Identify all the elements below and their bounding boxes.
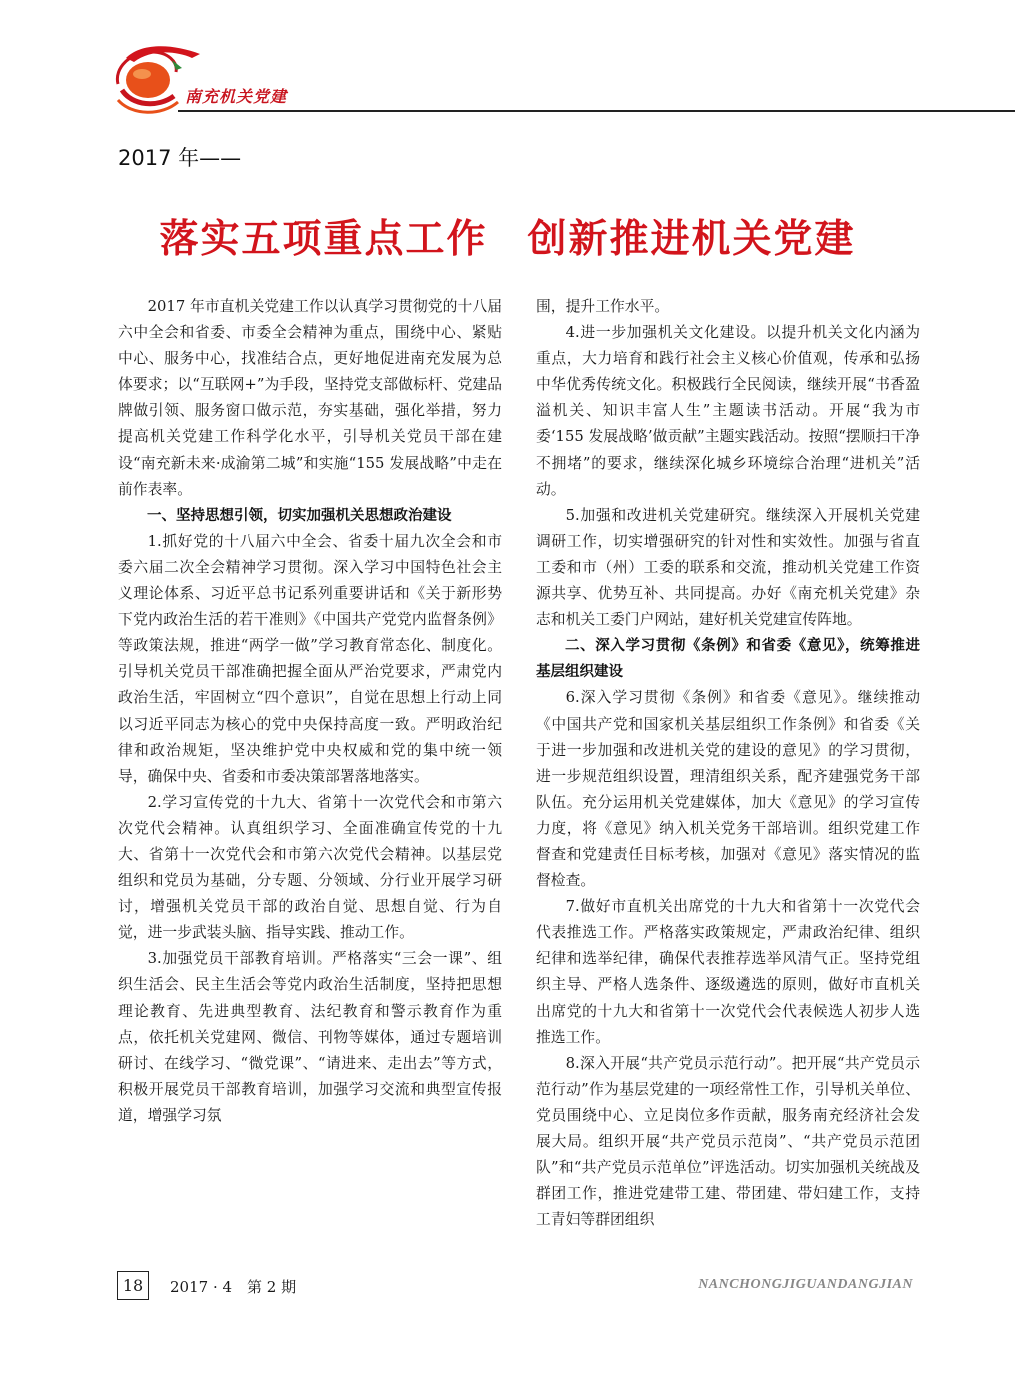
paragraph: 5.加强和改进机关党建研究。继续深入开展机关党建调研工作，切实增强研究的针对性和实效性。加强与省直工委和市（州）工委的联系和交流，推动机关党建工作资源共享、优势互补、共同提高。办好《南充机关党建》杂志和机关工委门户网站，建好机关党建宣传阵地。 [536, 506, 920, 629]
paragraph: 2.学习宣传党的十九大、省第十一次党代会和市第六次党代会精神。认真组织学习、全面准确宣传党的十九大、省第十一次党代会和市第六次党代会精神。以基层党组织和党员为基础，分专题、分领域、分行业开展学习研讨，增强机关党员干部的政治自觉、思想自觉、行为自觉，进一步武装头脑、指导实践、推动工作。 [118, 793, 502, 942]
magazine-logo [112, 40, 202, 120]
article-title [0, 208, 1015, 264]
left-column [118, 294, 502, 1124]
logo-globe-icon [112, 40, 202, 120]
paragraph: 2017 年市直机关党建工作以认真学习贯彻党的十八届六中全会和省委、市委全会精神为重点，围绕中心、紧贴中心、服务中心，找准结合点，更好地促进南充发展为总体要求；以“互联网+”为手段，坚持党支部做标杆、党建品牌做引领、服务窗口做示范，夯实基础，强化举措，努力提高机关党建工作科学化水平，引导机关党员干部在建设“南充新未来·成渝第二城”和实施“155 发展战略”中走在前作表率。 [118, 298, 502, 498]
issue-info: 2017 · 4 第 2 期 [170, 1278, 297, 1296]
header-divider [178, 110, 1015, 112]
section-heading: 一、坚持思想引领，切实加强机关思想政治建设 [147, 507, 452, 524]
magazine-name: 南充机关党建 [185, 87, 288, 106]
article-title-part2: 创新推进机关党建 [527, 216, 856, 262]
page-footer [0, 1268, 1015, 1308]
article-body [118, 294, 920, 1229]
page-number: 18 [117, 1271, 149, 1300]
paragraph: 8.深入开展“共产党员示范行动”。把开展“共产党员示范行动”作为基层党建的一项经常性工作，引导机关单位、党员围绕中心、立足岗位多作贡献，服务南充经济社会发展大局。组织开展“共产党员示范岗”、“共产党员示范团队”和“共产党员示范单位”评选活动。切实加强机关统战及群团工作，推进党建带工建、带团建、带妇建工作，支持工青妇等群团组织 [536, 1054, 920, 1229]
right-column [536, 294, 920, 1229]
magazine-english-name: NANCHONGJIGUANDANGJIAN [698, 1277, 913, 1292]
paragraph-continued: 围，提升工作水平。 [536, 298, 670, 315]
paragraph: 1.抓好党的十八届六中全会、省委十届九次全会和市委六届二次全会精神学习贯彻。深入学习中国特色社会主义理论体系、习近平总书记系列重要讲话和《关于新形势下党内政治生活的若干准则》《中国共产党党内监督条例》等政策法规，推进“两学一做”学习教育常态化、制度化。引导机关党员干部准确把握全面从严治党要求，严肃党内政治生活，牢固树立“四个意识”，自觉在思想上行动上同以习近平同志为核心的党中央保持高度一致。严明政治纪律和政治规矩，坚决维护党中央权威和党的集中统一领导，确保中央、省委和市委决策部署落地落实。 [118, 532, 502, 785]
page-header [0, 0, 1015, 120]
paragraph: 3.加强党员干部教育培训。严格落实“三会一课”、组织生活会、民主生活会等党内政治生活制度，坚持把思想理论教育、先进典型教育、法纪教育和警示教育作为重点，依托机关党建网、微信、刊物等媒体，通过专题培训研讨、在线学习、“微党课”、“请进来、走出去”等方式，积极开展党员干部教育培训，加强学习交流和典型宣传报道，增强学习氛 [118, 950, 502, 1124]
paragraph: 7.做好市直机关出席党的十九大和省第十一次党代会代表推选工作。严格落实政策规定，严肃政治纪律、组织纪律和选举纪律，确保代表推荐选举风清气正。坚持党组织主导、严格人选条件、逐级遴选的原则，做好市直机关出席党的十九大和省第十一次党代会代表候选人初步人选推选工作。 [536, 898, 920, 1046]
section-heading: 二、深入学习贯彻《条例》和省委《意见》，统筹推进基层组织建设 [536, 638, 920, 681]
paragraph: 4.进一步加强机关文化建设。以提升机关文化内涵为重点，大力培育和践行社会主义核心价值观，传承和弘扬中华优秀传统文化。积极践行全民阅读，继续开展“书香盈溢机关、知识丰富人生”主题读书活动。开展“我为市委‘155 发展战略’做贡献”主题实践活动。按照“摆顺扫干净不拥堵”的要求，继续深化城乡环境综合治理“进机关”活动。 [536, 324, 920, 498]
year-heading: 2017 年—— [118, 146, 242, 170]
paragraph: 6.深入学习贯彻《条例》和省委《意见》。继续推动《中国共产党和国家机关基层组织工作条例》和省委《关于进一步加强和改进机关党的建设的意见》的学习贯彻，进一步规范组织设置，理清组织关系，配齐建强党务干部队伍。充分运用机关党建媒体，加大《意见》的学习宣传力度，将《意见》纳入机关党务干部培训。组织党建工作督查和党建责任目标考核，加强对《意见》落实情况的监督检查。 [536, 689, 920, 890]
article-title-part1: 落实五项重点工作 [159, 216, 488, 262]
